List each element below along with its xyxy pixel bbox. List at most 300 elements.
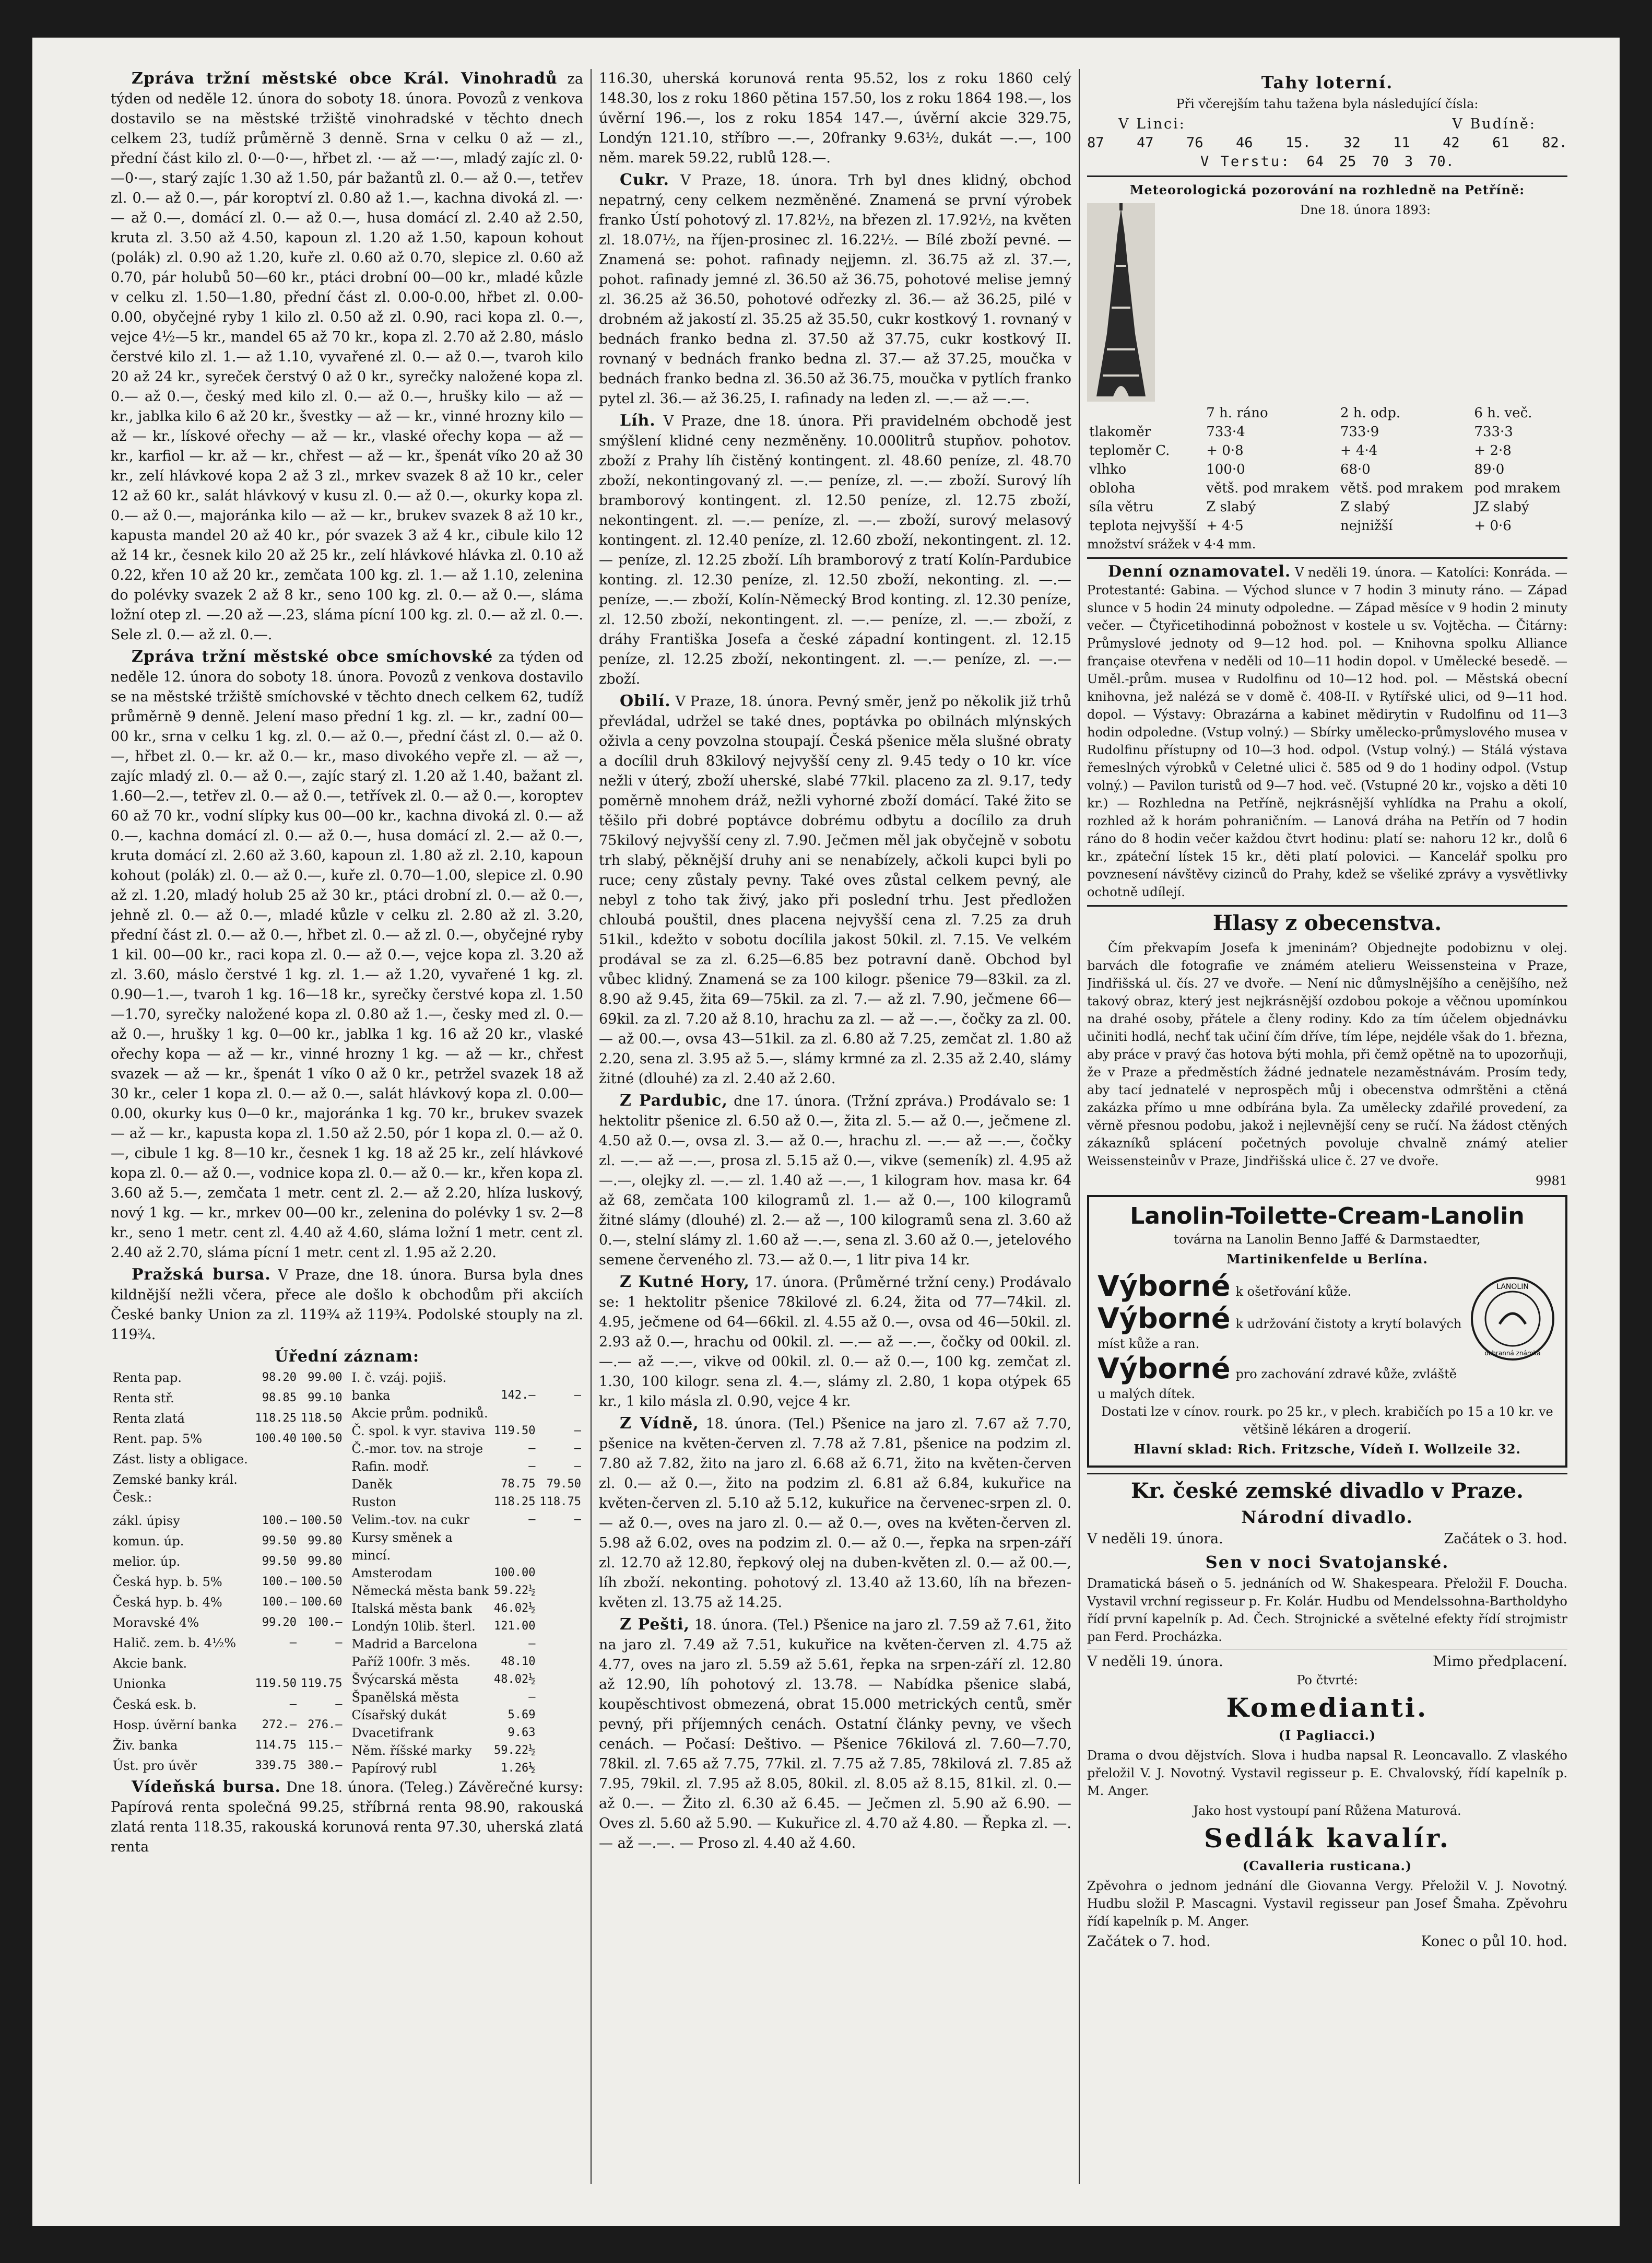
meteo-value: + 4·4 [1340,443,1378,459]
stock-table-left [111,1369,345,1777]
stock-value [492,1404,537,1422]
stock-row [350,1742,584,1760]
official-record-heading: Úřední záznam: [274,1347,420,1366]
stock-row [111,1573,345,1593]
stock-value [538,1689,583,1706]
stock-value: 118.50 [301,1412,343,1425]
article-heading: Cukr. [620,171,669,189]
article-prague-bourse [111,1265,583,1345]
stock-name: Renta pap. [113,1370,182,1385]
stock-value: 114.75 [255,1738,297,1752]
article-text: 18. února. (Tel.) Pšenice na jaro zl. 7.59 až 7.61, žito na jaro zl. 7.49 až 7.51, kukuřice na květen-červen zl. 4.75 až 4.77, oves na jaro zl. 5.59 až 5.61, řepka na srpen-září zl. 12.80 až 12.90, líh pohotový zl. 13.78. — Nabídka pšenice slabá, koupěschtivost obmezená, obrat 15.000 metrických centů, směr pevný, při příjemných cenách. Ostatní články pevny, ve všech cenách. — Počasí: Deštivo. — Pšenice 76kilová zl. 7.60—7.70, 78kil. zl. 7.65 až 7.75, 77kil. zl. 7.75 až 7.85, 78kilová zl. 7.85 až 7.95, 79kil. zl. 7.95 až 8.05, 80kil. zl. 8.05 až 8.15, 81kil. zl. 0.— až 0.—. — Žito zl. 6.30 až 6.45. — Ječmen zl. 5.90 až 6.90. — Oves zl. 5.60 až 5.90. — Kukuřice zl. 4.70 až 4.80. — Řepka zl. —.— až —.—. — Proso zl. 4.40 až 4.60. [599,1617,1071,1851]
stock-name: Paříž 100fr. 3 měs. [351,1655,470,1669]
article-vinohrady-market [111,69,583,645]
article-heading: Obilí. [620,692,671,710]
meteo-value: 100·0 [1206,462,1245,477]
stock-value [538,1404,583,1422]
meteo-value: + 4·5 [1206,518,1244,534]
theatre-subtitle: Národní divadlo. [1241,1507,1413,1527]
stock-value: 99.50 [262,1534,297,1547]
stock-value: — [528,1513,536,1526]
stock-row [350,1511,584,1529]
stock-name: zákl. úpisy [113,1513,180,1528]
stock-row [111,1389,345,1410]
stock-row [111,1553,345,1573]
stock-value: — [335,1697,343,1711]
stock-value: — [574,1424,581,1437]
article-daily-notices [1087,563,1567,901]
lanolin-warehouse: Hlavní sklad: Rich. Fritzsche, Vídeň I. Wollzeile 32. [1134,1441,1521,1457]
meteo-value: 733·4 [1206,424,1245,440]
stock-name: Hosp. úvěrní banka [113,1717,237,1732]
meteo-label: síla větru [1089,499,1154,515]
meteo-label: nejnižší [1340,518,1393,534]
stock-value: 99.80 [308,1554,343,1568]
stock-value: 99.50 [262,1554,297,1568]
stock-value [538,1635,583,1653]
stock-value: 98.85 [262,1391,297,1405]
stock-name: Německá města bank [351,1584,489,1598]
performance-order: Po čtvrté: [1296,1673,1358,1687]
lanolin-vyborne: Výborné [1098,1352,1231,1385]
article-pest [599,1615,1071,1854]
article-text: V Praze, dne 18. února. Bursa byla dnes kildnější nežli včera, přece ale došlo k obchodům při akciích České banky Union za zl. 119¾ až 119¾. Podolské stouply na zl. 119¾. [111,1267,583,1343]
stock-value: 119.50 [255,1677,297,1691]
meteo-label: teplota nejvyšší [1089,518,1197,534]
stock-row [350,1653,584,1671]
stock-name: Papírový rubl [351,1761,437,1776]
article-hlasy: Čím překvapím Josefa k jmeninám? Objednejte podobiznu v olej. barvách dle fotografie ve známém atelieru Weissensteina v Praze, Jindřišská ul. čís. 27 ve dvoře. — Není nic důmyslnějšího a cenějšího, než takový obraz, který jest nejkrásnější ozdobou pokoje a věčnou upomínkou na drahé osoby, přátele a členy rodiny. Kdo za tím účelem objednávku učiniti hodlá, nechť tak učiní čím dříve, tím lépe, nejdéle však do 1. března, aby práce v pravý čas hotova býti mohla, při čemž opětně na to upozorňuji, že v Praze a předměstích žádné jednatele nezaměstnávám. Prosím tedy, aby tací jednatelé v neprospěch můj i obecenstva odmrštěni a ctěná zakázka přímo u mne odbírána byla. Za umělecky zdařilé provedení, za věrně přesnou podobu, jakož i nejlevnější ceny se ručí. Na žádost ctěných zákazníků splácení početných povoluje chvalně známý atelier Weissensteinův v Praze, Jindřišská ulice č. 27 ve dvoře. [1087,941,1567,1168]
stock-value: 9.63 [508,1726,536,1739]
lanolin-availability: Dostati lze v cínov. rourk. po 25 kr., v plech. krabičích po 15 a 10 kr. ve většině lékáren a drogerií. [1101,1404,1553,1437]
meteo-title: Meteorologická pozorování na rozhledně na Petříně: [1129,182,1525,197]
stock-name: Velim.-tov. na cukr [351,1512,470,1527]
stock-value: 118.25 [255,1412,297,1425]
stock-row [350,1600,584,1617]
lottery-number: 61 [1492,135,1509,151]
lottery-buda-label: V Budíně: [1452,116,1536,132]
stock-name: Italská města bank [351,1601,472,1616]
stock-value: — [528,1460,536,1473]
stock-name: Unionka [113,1676,167,1692]
play-title: Komedianti. [1226,1692,1429,1723]
lanolin-maker: továrna na Lanolin Benno Jaffé & Darmstaedter, [1174,1232,1481,1247]
meteo-header-row [1087,404,1567,423]
stock-value [538,1582,583,1600]
article-spirits [599,411,1071,689]
stock-value: — [528,1691,536,1704]
meteo-value: 733·3 [1474,424,1513,440]
stock-name: Zást. listy a obligace. [113,1452,248,1467]
stock-value: — [335,1636,343,1650]
lottery-number: 82. [1542,135,1567,151]
play-description: Drama o dvou dějstvích. Slova i hudba napsal R. Leoncavallo. Z vlaského přeložil V. J. Novotný. Vystavil regisseur p. E. Chvalovský, řídí kapelník p. M. Anger. [1087,1748,1567,1798]
stock-value [538,1600,583,1617]
stock-value: 272.— [262,1718,297,1731]
stock-value: — [289,1697,297,1711]
stock-value: 100.60 [301,1596,343,1609]
stock-name: Londýn 10lib. šterl. [351,1619,476,1634]
stock-name: Č.-mor. tov. na stroje [351,1441,483,1456]
performance-start: Začátek o 7. hod. [1087,1933,1211,1950]
stock-value: 100.50 [301,1575,343,1588]
stock-name: Madrid a Barcelona [351,1637,478,1651]
play-subtitle: (Cavalleria rusticana.) [1242,1858,1412,1873]
stock-value: 1.26½ [501,1762,536,1775]
meteo-value: 733·9 [1340,424,1379,440]
stock-value: 119.75 [301,1677,343,1691]
stock-value: 100.50 [301,1432,343,1446]
stock-value [538,1564,583,1582]
lanolin-text: k ošetřování kůže. [1235,1284,1352,1299]
stock-value: 48.10 [501,1655,536,1668]
article-heading: Pražská bursa. [132,1265,271,1284]
lanolin-text: pro zachování zdravé kůže, zvláště u malých dítek. [1098,1367,1457,1401]
meteo-label: obloha [1089,480,1136,496]
stock-value [538,1760,583,1777]
stock-name: Něm. říšské marky [351,1743,472,1758]
stock-row [111,1655,345,1675]
stock-name: Česká esk. b. [113,1697,197,1712]
meteo-value: Z slabý [1206,499,1256,515]
meteo-table [1087,404,1567,535]
ad-number: 9981 [1535,1174,1567,1188]
lottery-number: 46 [1235,135,1253,151]
meteo-label: vlhko [1089,462,1127,477]
stock-name: Renta stř. [113,1391,174,1406]
stock-value [299,1471,344,1511]
stock-name: Španělská města [351,1690,459,1705]
stock-value: 98.20 [262,1371,297,1384]
performance-times [1087,1932,1567,1951]
divider [1087,175,1567,177]
play-title: Sedlák kavalír. [1204,1823,1450,1854]
stock-value: 339.75 [255,1758,297,1772]
svg-text:ochranná známka: ochranná známka [1484,1350,1541,1357]
article-vienna [599,1414,1071,1613]
meteo-header: 6 h. več. [1474,405,1532,421]
meteo-header: 7 h. ráno [1206,405,1268,421]
stock-name: Švýcarská města [351,1672,459,1687]
stock-name: Renta zlatá [113,1411,185,1426]
stock-value: 142.— [501,1389,536,1402]
stock-row [111,1430,345,1450]
stock-value [538,1706,583,1724]
article-grain [599,691,1071,1089]
stock-row [350,1529,584,1564]
performance-start: Začátek o 3. hod. [1444,1531,1567,1547]
stock-value [538,1724,583,1742]
play-title: Sen v noci Svatojanské. [1205,1552,1449,1572]
stock-row [350,1689,584,1706]
stock-name: Č. spol. k vyr. staviva [351,1424,486,1438]
article-pardubice [599,1091,1071,1270]
meteo-value: + 0·8 [1206,443,1244,459]
stock-value [253,1471,299,1511]
stock-name: banka [351,1388,391,1403]
stock-row [111,1593,345,1614]
stock-row [350,1617,584,1635]
stock-name: Akcie bank. [113,1656,187,1671]
meteo-value: 68·0 [1340,462,1371,477]
stock-value: 100.40 [255,1432,297,1446]
meteo-row [1087,460,1567,479]
lottery-linz-label: V Linci: [1118,116,1186,132]
meteo-row [1087,479,1567,498]
lottery-number: 76 [1186,135,1203,151]
lanolin-text: k udržování čistoty a krytí bolavých míst kůže a ran. [1098,1317,1462,1351]
stock-tables [111,1369,583,1777]
article-text: za týden od neděle 12. února do soboty 18. února. Povozů z venkova dostavilo se na městské tržiště vinohradské v těchto dnech celkem 23, tudíž průměrně 3 denně. Srna v celku 0 až — zl., přední část kilo zl. 0·—0·—, hřbet zl. ·— až —·—, mladý zajíc zl. 0·—0·—, starý zajíc 1.30 až 1.50, pár bažantů zl. 0.— až 0.—, tetřev zl. 0.— až 0.—, pár koroptví zl. 0.80 až 1.—, kachna divoká zl. —·— až 0.—, domácí zl. 0.— až 0.—, husa domácí zl. 2.40 až 2.50, kruta zl. 3.50 až 4.50, kapoun zl. 1.20 až 1.50, kapoun kohout (polák) zl. 0.90 až 1.20, kuře zl. 0.60 až 0.70, slepice zl. 0.60 až 0.70, pár holubů 50—60 kr., ptáci drobní 00—00 kr., mladé kůzle v celku zl. 1.50—1.80, přední část zl. 0.00-0.00, hřbet zl. 0.00-0.00, obyčejné ryby 1 kilo zl. 0.50 až zl. 0.90, raci kopa zl. 0.—, vejce 4½—5 kr., mandel 65 až 70 kr., kopa zl. 2.70 až 2.80, máslo čerstvé kilo zl. 1.— až 1.10, vyvařené zl. 0.— až 0.—, tvaroh kilo 20 až 24 kr., syreček čerstvý 0 až 0 kr., syrečky naložené kopa zl. 0.— až 0.—, český med kilo zl. 0.— až 0.—, hrušky kilo — až — kr., jablka kilo 6 až 20 kr., švestky — až — kr., vinné hrozny kilo — až — kr., lískové ořechy — až — kr., vlaské ořechy kopa — až — kr., karfiol — kr. až — kr., chřest — až — kr., špenát víko 20 až 30 kr., zelí hlávkové kopa 2 až 3 zl., mrkev svazek 8 až 10 kr., celer 12 až 60 kr., salát hlávkový v kusu zl. 0.— až 0.—, okurky kopa zl. 0.— až 0.—, majoránka kilo — až — kr., brukev svazek 8 až 10 kr., kapusta mandel 20 až 40 kr., pór svazek 3 až 4 kr., cibule kilo 12 až 14 kr., česnek kilo 20 až 25 kr., zelí hlávkové hlávka zl. 0.10 až 0.22, křen 10 až 20 kr., zemčata 100 kg. zl. 1.— až 1.10, zelenina do polévky svazek 2 až 8 kr., seno 100 kg. zl. 0.— až 0.—, sláma ložní otep zl. —.20 až —.23, sláma pícní 100 kg. zl. 0.— až zl. 0.—. Sele zl. 0.— až zl. 0.—. [111,71,583,643]
lanolin-vyborne: Výborné [1098,1270,1231,1303]
theatre-performance-1 [1087,1530,1567,1549]
stock-value [538,1653,583,1671]
stock-name: Císařský dukát [351,1708,446,1722]
stock-name: Česká hyp. b. 5% [113,1574,222,1589]
meteo-value: + 0·6 [1474,518,1512,534]
stock-value: — [528,1637,536,1650]
article-text: 17. února. (Průměrné tržní ceny.) Prodávalo se: 1 hektolitr pšenice 78kilové zl. 6.24, žita od 77—74kil. zl. 4.95, ječmene od 64—66kil. zl. 4.55 až 0.—, ovsa od 46—50kil. zl. 2.93 až 0.—, hrachu od 00kil. zl. —.— až —.—, čočky od 00kil. zl. —.— až —.—, vikve od 00kil. zl. 0.— až 0.—, 100 kg. zemčat zl. 1.30, 100 kilogr. sena zl. 4.—, slámy zl. 2.80, 1 kopa otýpek 65 kr., 1 kilo másla zl. 0.90, vejce 4 kr. [599,1274,1071,1410]
stock-name: Česká hyp. b. 4% [113,1595,222,1610]
divider [1087,1473,1567,1474]
meteo-row [1087,423,1567,441]
stock-value: 5.69 [508,1708,536,1721]
stock-row [350,1458,584,1475]
stock-name: Moravské 4% [113,1615,199,1631]
lottery-number: 87 [1087,135,1104,151]
stock-row [111,1757,345,1777]
lottery-number: 25 [1339,154,1356,170]
column-left [111,69,583,2195]
meteo-value: větš. pod mrakem [1340,480,1464,496]
meteo-value: + 2·8 [1474,443,1512,459]
lottery-intro: Při včerejším tahu tažena byla následující čísla: [1176,97,1479,111]
divider [1087,557,1567,559]
lottery-number: 32 [1343,135,1361,151]
article-text: V Praze, 18. února. Pevný směr, jenž po několik již trhů převládal, udržel se také dnes, poptávka po obilnách mlýnských oživla a ceny povzolna stoupají. Česká pšenice měla slušné obraty a docílil druh 83kilový nejvyšší ceny zl. 9.45 tedy o 10 kr. více nežli v úterý, zboží uherské, slabé 77kil. placeno za zl. 9.17, tedy poměrně mnohem dráž, nežli vyhorné zboží domácí. Také žito se těšilo při dobré poptávce dobrému odbytu a docílilo za druh 75kilový nejvyšší ceny zl. 7.90. Ječmen měl jak obyčejně v sobotu trh slabý, pěknější druhy ani se nenabízely, ačkoli kupci byli po ruce; ceny zůstaly pevny. Také oves zůstal celkem pevný, ale nebyl z toho tak živý, jako při poslední trhu. Jest předložen chloubá pouštil, dnes placena nejvyšší cena zl. 7.25 za druh 51kil., kdežto v sobotu docílila jakost 50kil. zl. 7.15. Ve velkém prodával se za zl. 6.25—6.85 bez potravní daně. Obchod byl vůbec klidný. Znamená se za 100 kilogr. pšenice 79—83kil. za zl. 8.90 až 9.45, žita 69—75kil. za zl. 7.— až zl. 7.90, ječmene 66—69kil. za zl. 7.20 až 8.10, hrachu za zl. — až —.—, čočky za zl. 00.— až 00.—, ovsa 43—51kil. za zl. 6.80 až 7.25, zemčat zl. 1.80 až 2.20, sena zl. 3.95 až 5.—, slámy krmné za zl. 2.35 až 2.40, slámy žitné (dlouhé) za zl. 2.40 až 2.60. [599,694,1071,1087]
stock-row [350,1440,584,1458]
meteo-value: Z slabý [1340,499,1390,515]
stock-table-right [350,1369,584,1777]
stock-value: 100.— [262,1596,297,1609]
stock-row [350,1724,584,1742]
article-heading: Vídeňská bursa. [132,1778,281,1796]
stock-value: 99.10 [308,1391,343,1405]
stock-value [538,1369,583,1387]
stock-value: 100.— [262,1514,297,1527]
lottery-labels [1087,115,1567,134]
stock-value [538,1529,583,1564]
stock-value: — [574,1513,581,1526]
stock-value [253,1655,299,1675]
divider [1087,905,1567,907]
stock-name: komun. úp. [113,1533,184,1549]
stock-value: — [289,1636,297,1650]
stock-row [350,1582,584,1600]
meteo-value: 89·0 [1474,462,1505,477]
lottery-number: 64 [1306,154,1324,170]
stock-value: 276.— [308,1718,343,1731]
lottery-number: 70 [1372,154,1389,170]
article-text: za týden od neděle 12. února do soboty 18. února. Povozů z venkova dostavilo se na městské tržiště smíchovské v těchto dnech celkem 62, tudíž průměrně 9 denně. Jelení maso přední 1 kg. zl. — kr., zadní 00—00 kr., srna v celku 1 kg. zl. 0.— až 0.—, přední část zl. 0.— až 0.—, hřbet zl. 0.— kr. až 0.— kr., maso divokého vepře zl. — až —, zajíc mladý zl. 0.— až 0.—, zajíc starý zl. 1.20 až 1.40, bažant zl. 1.60—2.—, tetřev zl. 0.— až 0.—, tetřívek zl. 0.— až 0.—, koroptev 60 až 70 kr., vodní slípky kus 00—00 kr., kachna divoká zl. 0.— až 0.—, kachna domácí zl. 0.— až 0.—, husa domácí zl. 2.— až 0.—, kruta domácí zl. 2.60 až 3.60, kapoun zl. 1.80 až zl. 2.10, kapoun kohout (polák) zl. 0.— až 0.—, kuře zl. 0.70—1.00, slepice zl. 0.90 až zl. 1.20, mladý holub 25 až 30 kr., ptáci drobní zl. 0.— až 0.—, jehně zl. 0.— až 0.—, mladé kůzle v celku zl. 2.80 až zl. 3.20, přední část zl. 0.— až 0.—, hřbet zl. 0.— až zl. 0.—, obyčejné ryby 1 kil. 00—00 kr., raci kopa zl. 0.— až 0.—, vejce kopa zl. 3.20 až zl. 3.60, máslo čerstvé 1 kg. zl. 1.— až 1.20, vyvařené 1 kg. zl. 0.90—1.—, tvaroh 1 kg. 16—18 kr., syrečky čerstvé kopa zl. 1.50—1.70, syrečky naložené kopa zl. 0.80 až 1.—, česky med zl. 0.— až 0.—, hrušky 1 kg. 0—00 kr., jablka 1 kg. 16 až 20 kr., vlaské ořechy kopa — až — kr., vinné hrozny 1 kg. — až — kr., chřest svazek — až — kr., špenát 1 víko 0 až 0 kr., petržel svazek 18 až 30 kr., celer 1 kopa zl. 0.— až 0.—, salát hlávkový kopa zl. 0.00—0.00, okurky kus 0—0 kr., majoránka 1 kg. 70 kr., brukev svazek — až — kr., kapusta kopa zl. 1.50 až 2.50, pór 1 kopa zl. 0.— až 0.—, cibule 1 kg. 8—10 kr., česnek 1 kg. 18 až 25 kr., zelí hlávkové kopa zl. 0.— až 0.—, vodnice kopa zl. 0.— až 0.— kr., křen kopa zl. 3.60 až 5.—, zemčata 1 metr. cent zl. 2.— až 2.20, hlíza luskový, nový 1 kg. — kr., mrkev 00—00 kr., zelenina do polévky 1 sv. 2—8 kr., seno 1 metr. cent zl. 4.40 až 4.60, sláma ložní 1 metr. cent zl. 2.40 až 2.70, sláma pícní 1 metr. cent zl. 1.95 až 2.20. [111,649,583,1261]
stock-row [111,1512,345,1532]
hlasy-title: Hlasy z obecenstva. [1212,911,1442,935]
article-vienna-bourse-cont: 116.30, uherská korunová renta 95.52, los z roku 1860 celý 148.30, los z roku 1860 pětina 157.50, los z roku 1864 198.—, los úvěrní 196.—, los z roku 1854 147.—, úvěrní akcie 329.75, Londýn 121.10, stříbro —.—, 20franky 9.63½, dukát —.—, 100 něm. marek 59.22, rublů 128.—. [599,71,1071,166]
performance-note: Mimo předplacení. [1433,1654,1567,1670]
article-heading: Zpráva tržní městské obce smíchovské [132,648,493,666]
stock-value [538,1617,583,1635]
stock-row [350,1387,584,1404]
lottery-number: 47 [1136,135,1154,151]
stock-value: 48.02½ [494,1673,536,1686]
meteo-date: Dne 18. února 1893: [1300,203,1431,217]
stock-value [538,1742,583,1760]
stock-value: — [574,1442,581,1455]
stock-row [111,1450,345,1471]
meteo-header: 2 h. odp. [1340,405,1401,421]
stock-value: 100.50 [301,1514,343,1527]
stock-value: 100.00 [494,1566,536,1579]
stock-name: Amsterodam [351,1566,433,1580]
play-subtitle: (I Pagliacci.) [1278,1728,1376,1743]
stock-row [350,1404,584,1422]
stock-name: Živ. banka [113,1738,178,1753]
lottery-number: 3 [1404,154,1413,170]
lottery-numbers [1087,134,1567,153]
article-heading: Z Vídně, [620,1414,699,1433]
stock-name: Rafin. modř. [351,1459,430,1474]
article-text: V neděli 19. února. — Katolíci: Konráda. — Protestanté: Gabina. — Východ slunce v 7 hodin 3 minuty ráno. — Západ slunce v 5 hodin 24 minuty odpoledne. — Západ měsíce v 9 hodin 2 minuty večer. — Čtyřicetihodinná pobožnost v kostele u sv. Vojtěcha. — Čitárny: Průmyslové jednoty od 9—12 hod. pol. — Knihovna spolku Alliance française otevřena v neděli od 10—11 hodin dopol. v Umělecké besedě. — Uměl.-prům. musea v Rudolfinu od 10—12 hod. pol. — Městská obecní knihovna, jež nalézá se v domě č. 408-II. v Rytířské ulici, od 9—11 hod. dopol. — Výstavy: Obrazárna a kabinet mědirytin v Rudolfinu od 11—3 hodin odpoledne. (Vstup volný.) — Sbírky umělecko-průmyslového musea v Rudolfinu přístupny od 10—3 hod. odpol. (Vstup volný.) — Stálá výstava řemeslných výrobků v Celetné ulici č. 585 od 9 do 1 hodiny odpol. (Vstup volný.) — Pavilon turistů od 9—7 hod. več. (Vstupné 20 kr., vojsko a děti 10 kr.) — Rozhledna na Petříně, nejkrásnější vyhlídka na Prahu a okolí, rozhled až k horám pohraničním. — Lanová dráha na Petřín od 7 hodin ráno do 8 hodin večer každou čtvrt hodinu: platí se: nahoru 12 kr., dolů 6 kr., zpáteční lístek 15 kr., děti platí polovici. — Kancelář spolku pro povznesení návštěvy cizinců do Prahy, kdež se všeliké zprávy a vysvětlivky ochotně udílejí. [1087,565,1567,899]
lottery-trst [1087,153,1567,171]
stock-value: 115.— [308,1738,343,1752]
meteo-row [1087,498,1567,517]
lanolin-place: Martinikenfelde u Berlína. [1226,1251,1428,1267]
stock-value: 99.00 [308,1371,343,1384]
article-heading: Zpráva tržní městské obce Král. Vinohradů [132,69,558,88]
meteo-label: tlakoměr [1089,424,1151,440]
lanolin-advertisement [1087,1195,1567,1468]
stock-name: melior. úp. [113,1554,181,1569]
stock-name: Úst. pro úvěr [113,1758,197,1773]
meteo-row [1087,441,1567,460]
meteo-empty [1087,404,1204,423]
stock-value: 100.— [308,1616,343,1629]
lanolin-title: Lanolin-Toilette-Cream-Lanolin [1130,1203,1525,1229]
stock-row [350,1475,584,1493]
play-description: Dramatická báseň o 5. jednáních od W. Shakespeara. Přeložil F. Doucha. Vystavil vrchní regisseur p. Fr. Kolár. Hudbu od Mendelssohna-Bartholdyho řídí první kapelník p. Ad. Čech. Strojnické a světelné efekty řídí strojmistr pan Ferd. Procházka. [1087,1576,1567,1644]
meteo-row [1087,517,1567,535]
stock-value [492,1369,537,1387]
performance-date: V neděli 19. února. [1087,1531,1223,1547]
stock-name: Ruston [351,1495,396,1509]
theatre-title: Kr. české zemské divadlo v Praze. [1131,1479,1524,1503]
article-heading: Z Pešti, [620,1615,690,1634]
stock-value: 118.75 [539,1495,581,1508]
stock-row [350,1706,584,1724]
stock-name: Kursy směnek a mincí. [351,1530,453,1563]
stock-row [111,1369,345,1389]
stock-value: — [528,1442,536,1455]
stock-value [538,1671,583,1689]
stock-value: 59.22½ [494,1584,536,1597]
stock-name: Akcie prům. podniků. [351,1406,488,1421]
stock-row [111,1634,345,1655]
stock-row [111,1410,345,1430]
stock-row [111,1614,345,1634]
article-vienna-bourse [111,1777,583,1857]
stock-value: 46.02½ [494,1602,536,1615]
stock-row [350,1422,584,1440]
stock-value: 59.22½ [494,1744,536,1757]
stock-row [350,1564,584,1582]
lottery-trst-label: V Terstu: [1200,154,1291,170]
stock-row [350,1671,584,1689]
theatre-performance-2 [1087,1652,1567,1671]
stock-row [111,1471,345,1511]
article-kutna-hora [599,1272,1071,1412]
stock-row [350,1493,584,1511]
column-rule [591,69,592,2184]
stock-value: 99.20 [262,1616,297,1629]
article-heading: Z Kutné Hory, [620,1273,750,1291]
stock-row [350,1760,584,1777]
article-heading: Líh. [620,412,656,430]
article-heading: Z Pardubic, [620,1092,728,1110]
lottery-number: 42 [1443,135,1460,151]
stock-value: 119.50 [494,1424,536,1437]
lottery-number: 70. [1429,154,1454,170]
stock-row [111,1716,345,1737]
stock-value: 79.50 [546,1478,581,1491]
performance-end: Konec o půl 10. hod. [1421,1933,1567,1950]
stock-value [299,1655,344,1675]
stock-value: 380.— [308,1758,343,1772]
stock-value: — [574,1460,581,1473]
stock-value: 118.25 [494,1495,536,1508]
article-text: dne 17. února. (Tržní zpráva.) Prodávalo se: 1 hektolitr pšenice zl. 6.50 až 0.—, žita zl. 5.— až 0.—, ječmene zl. 4.50 až 0.—, ovsa zl. 3.— až 0.—, hrachu zl. —.— až —.—, čočky zl. —.— až —.—, prosa zl. 5.15 až 0.—, vikve (semeník) zl. 4.95 až —.—, olejky zl. —.— zl. 1.40 až —.—, 1 kilogram hov. masa kr. 64 až 68, zemčata 100 kilogramů zl. 1.— až 0.—, 100 kilogramů žitné slámy (dlouhé) zl. 2.— až —, 100 kilogramů sena zl. 3.60 až 0.—, stelní slámy zl. 1.60 až —.—, sena zl. 3.60 až 0.—, jetelového semene červeného zl. 73.— až 0.—, 1 litr piva 14 kr. [599,1093,1071,1268]
column-right [1087,69,1567,2195]
stock-value: 78.75 [501,1478,536,1491]
article-text: 18. února. (Tel.) Pšenice na jaro zl. 7.67 až 7.70, pšenice na květen-červen zl. 7.78 až 7.81, pšenice na podzim zl. 7.80 až 7.82, žito na jaro zl. 6.68 až 6.71, žito na květen-červen zl. 0.— až 0.—, žito na podzim zl. 6.81 až 6.84, kukuřice na květen-červen zl. 5.10 až 5.12, kukuřice na červenec-srpen zl. 0.— až 0.—, oves na jaro zl. 0.— až 0.—, oves na květen-červen zl. 5.98 až 6.02, oves na podzim zl. 0.— až 0.—, řepka na srpen-září zl. 12.70 až 12.80, řepkový olej na duben-květen zl. 0.— až 00.—, líh zboží. nekonting. pohotový zl. 13.40 až 13.60, líh na březen-květen zl. 13.75 až 14.25. [599,1416,1071,1611]
newspaper-page [32,38,1620,2226]
stock-value [299,1450,344,1471]
meteo-label: teploměr C. [1089,443,1170,459]
meteo-value: větš. pod mrakem [1206,480,1330,496]
lottery-number: 15. [1285,135,1311,151]
stock-name: Halič. zem. b. 4½% [113,1636,237,1651]
stock-row [350,1369,584,1387]
guest-performer: Jako host vystoupí paní Růžena Maturová. [1193,1803,1461,1818]
stock-row [111,1737,345,1757]
lottery-title: Tahy loterní. [1261,73,1394,92]
stock-name: Daněk [351,1477,393,1492]
stock-name: Rent. pap. 5% [113,1432,202,1447]
stock-row [111,1532,345,1553]
play-description: Zpěvohra o jednom jednání dle Giovanna Vergy. Přeložil V. J. Novotný. Hudbu složil P. Mascagni. Vystavil regisseur pan Josef Šmaha. Zpěvohru řídí kapelník p. M. Anger. [1087,1879,1567,1929]
stock-value [492,1529,537,1564]
article-text: V Praze, dne 18. února. Při pravidelném obchodě jest smýšlení klidné ceny nezměněny. 10.000litrů stupňov. pohotov. zboží z Prahy líh čistěný kontingent. zl. 48.60 peníze, zl. 48.70 zboží, nekontingovaný zl. —.— peníze, zl. —.— zboží. Surový líh bramborový kontingent. zl. 12.50 peníze, zl. 12.75 zboží, nekontingent. zl. —.— peníze, zl. —.— zboží, surový melasový kontingent. zl. 12.40 peníze, zl. 12.60 zboží, nekontingent. zl. 12.— peníze, zl. 12.25 zboží. Líh bramborový z tratí Kolín-Pardubice konting. zl. 12.30 peníze, zl. 12.50 zboží, nekonting. zl. —.— peníze, —.— zboží, Kolín-Německý Brod konting. zl. 12.30 peníze, zl. 12.50 zboží, nekontingent. zl. —.— peníze, zl. —.— zboží, z dráhy Františka Josefa a české západní kontingent. zl. 12.15 peníze, zl. 12.25 zboží, nekontingent. zl. —.— peníze, zl. —.— zboží. [599,413,1071,687]
article-smichov-market [111,647,583,1263]
performance-date: V neděli 19. února. [1087,1654,1223,1670]
stock-value: — [574,1389,581,1402]
article-heading: Denní oznamovatel. [1108,562,1291,581]
lanolin-vyborne: Výborné [1098,1302,1231,1335]
article-text: V Praze, 18. února. Trh byl dnes klidný, obchod nepatrný, ceny celkem nezměněné. Znamená se první výrobek franko Ústí pohotový zl. 17.82½, na březen zl. 17.92½, na květen zl. 18.07½, na říjen-prosinec zl. 16.22½. — Bílé zboží pevné. — Znamená se: pohot. rafinady nejjemn. zl. 36.75 až zl. 37.—, pohot. rafinady jemné zl. 36.50 až 36.75, pohotové melise jemný zl. 36.25 až 36.50, pohotové odřezky zl. 36.— až 36.25, pilé v drobném až jakostí zl. 35.25 až 35.50, cukr kostkový 1. rovnaný v bednách franko bedna zl. 37.50 až 37.75, cukr kostkový II. rovnaný v bednách franko bedna zl. 37.— až 37.25, moučka v bednách franko bedna zl. 36.50 až 36.75, moučka v pytlích franko pytel zl. 36.— až 36.25, I. rafinady na leden zl. —.— až —.—. [599,172,1071,407]
stock-name: Dvacetifrank [351,1726,434,1740]
stock-value [253,1450,299,1471]
stock-row [111,1696,345,1716]
article-text: Dne 18. února. (Teleg.) Závěrečné kursy: Papírová renta společná 99.25, stříbrná renta 98.90, rakouská zlatá renta 118.35, rakouská korunová renta 97.30, uherská zlatá renta [111,1779,583,1855]
